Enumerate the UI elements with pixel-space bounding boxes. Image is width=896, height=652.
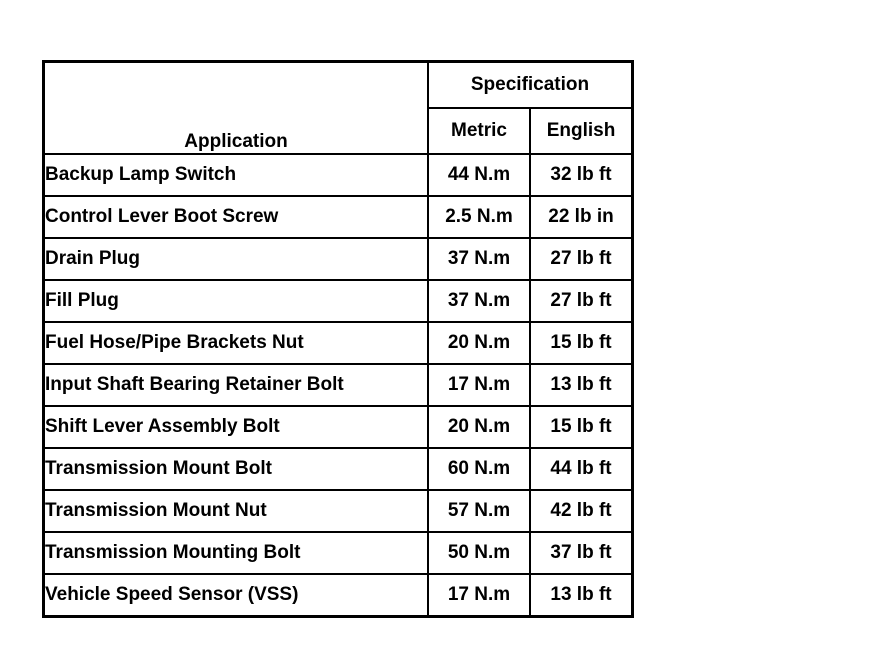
cell-application: Transmission Mount Bolt xyxy=(44,448,429,490)
column-header-metric: Metric xyxy=(428,108,530,154)
table-row xyxy=(44,406,633,448)
cell-metric: 50 N.m xyxy=(428,532,530,574)
cell-metric: 57 N.m xyxy=(428,490,530,532)
cell-english: 15 lb ft xyxy=(530,322,633,364)
cell-application: Drain Plug xyxy=(44,238,429,280)
cell-metric: 17 N.m xyxy=(428,364,530,406)
cell-english: 32 lb ft xyxy=(530,154,633,196)
cell-application: Transmission Mount Nut xyxy=(44,490,429,532)
table-row xyxy=(44,196,633,238)
table-row xyxy=(44,154,633,196)
table-row xyxy=(44,364,633,406)
column-header-application: Application xyxy=(44,62,429,155)
table-row xyxy=(44,448,633,490)
torque-specifications-table xyxy=(42,60,634,618)
table-row xyxy=(44,280,633,322)
cell-application: Transmission Mounting Bolt xyxy=(44,532,429,574)
table-row xyxy=(44,532,633,574)
torque-specifications-table-wrapper xyxy=(42,60,634,618)
cell-metric: 20 N.m xyxy=(428,322,530,364)
cell-application: Fuel Hose/Pipe Brackets Nut xyxy=(44,322,429,364)
cell-metric: 20 N.m xyxy=(428,406,530,448)
cell-application: Control Lever Boot Screw xyxy=(44,196,429,238)
table-header xyxy=(44,62,633,155)
cell-metric: 37 N.m xyxy=(428,238,530,280)
cell-english: 44 lb ft xyxy=(530,448,633,490)
table-row xyxy=(44,490,633,532)
cell-english: 15 lb ft xyxy=(530,406,633,448)
cell-english: 13 lb ft xyxy=(530,574,633,617)
column-header-english: English xyxy=(530,108,633,154)
column-header-specification: Specification xyxy=(428,62,633,109)
table-row xyxy=(44,238,633,280)
cell-english: 37 lb ft xyxy=(530,532,633,574)
cell-application: Shift Lever Assembly Bolt xyxy=(44,406,429,448)
cell-application: Fill Plug xyxy=(44,280,429,322)
cell-english: 27 lb ft xyxy=(530,280,633,322)
table-row xyxy=(44,574,633,617)
cell-application: Backup Lamp Switch xyxy=(44,154,429,196)
cell-english: 22 lb in xyxy=(530,196,633,238)
cell-application: Input Shaft Bearing Retainer Bolt xyxy=(44,364,429,406)
cell-metric: 17 N.m xyxy=(428,574,530,617)
table-body xyxy=(44,154,633,617)
cell-metric: 60 N.m xyxy=(428,448,530,490)
cell-application: Vehicle Speed Sensor (VSS) xyxy=(44,574,429,617)
table-row xyxy=(44,322,633,364)
cell-metric: 2.5 N.m xyxy=(428,196,530,238)
table-header-row-top xyxy=(44,62,633,109)
cell-english: 27 lb ft xyxy=(530,238,633,280)
cell-metric: 37 N.m xyxy=(428,280,530,322)
cell-english: 13 lb ft xyxy=(530,364,633,406)
cell-english: 42 lb ft xyxy=(530,490,633,532)
cell-metric: 44 N.m xyxy=(428,154,530,196)
